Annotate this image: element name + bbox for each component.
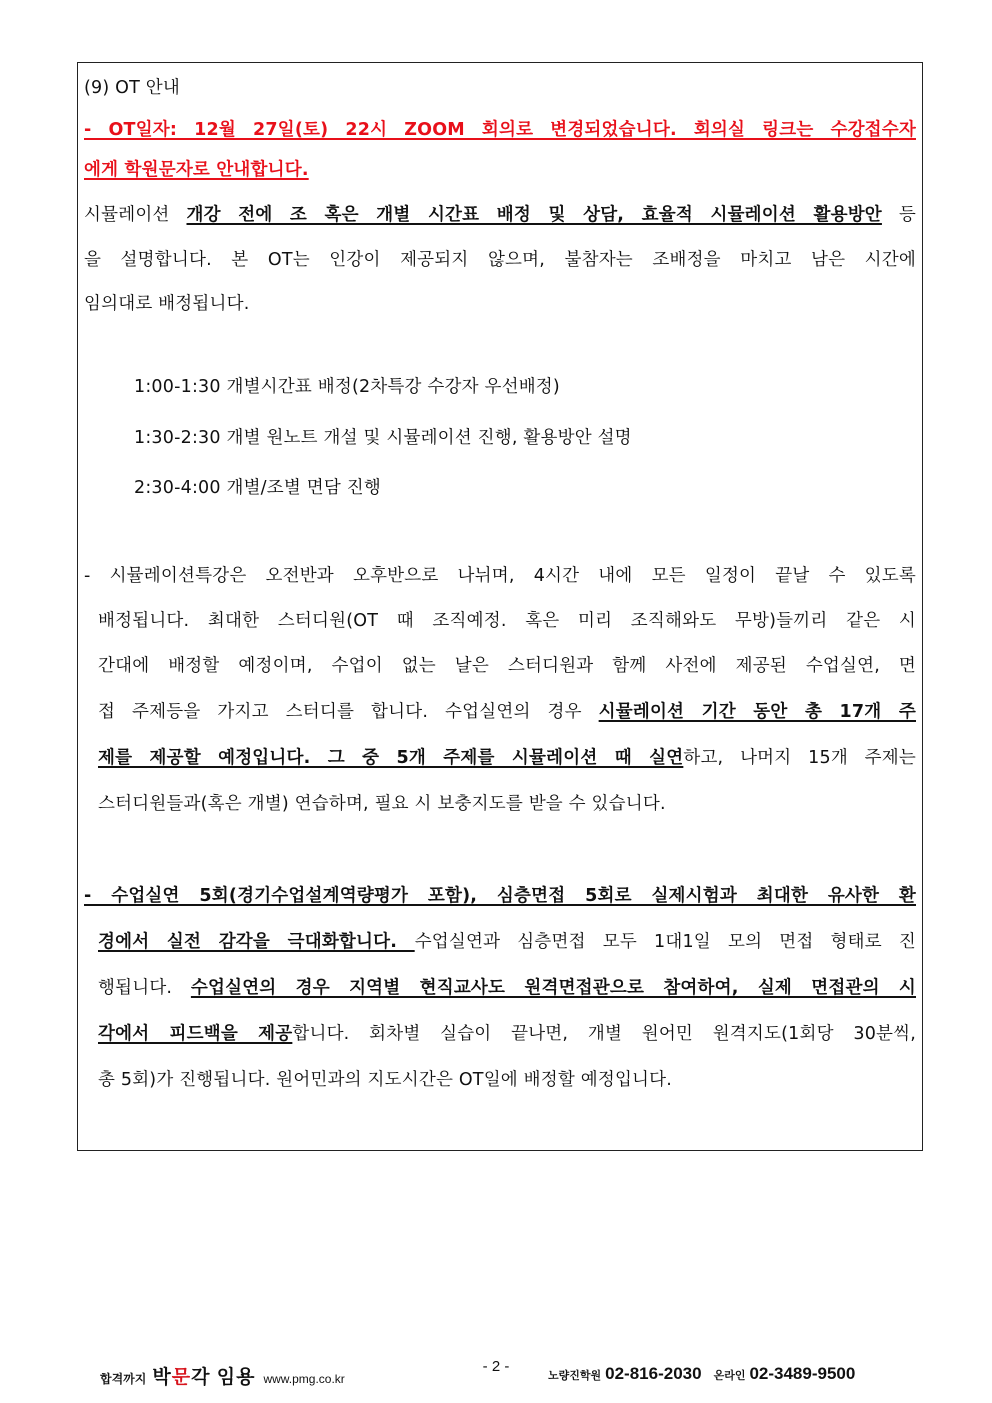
schedule-item: 1:00-1:30 개별시간표 배정(2차특강 수강자 우선배정)	[134, 377, 560, 397]
footer-brand	[100, 1362, 345, 1389]
para2-line-4	[98, 1022, 916, 1046]
contact-phone-online: 02-3489-9500	[749, 1364, 856, 1383]
notice-line-1: - OT일자: 12월 27일(토) 22시 ZOOM 회의로 변경되었습니다. 회의실 링크는 수강접수자	[84, 120, 916, 140]
para1-line-1: - 시뮬레이션특강은 오전반과 오후반으로 나뉘며, 4시간 내에 모든 일정이 끝날 수 있도록	[84, 566, 916, 586]
section-heading: (9) OT 안내	[84, 78, 180, 98]
intro-emphasis: 개강 전에 조 혹은 개별 시간표 배정 및 상담, 효율적 시뮬레이션 활용방안	[186, 205, 882, 225]
page-number: - 2 -	[482, 1358, 510, 1375]
para2-text: 합니다. 회차별 실습이 끝나면, 개별 원어민 원격지도(1회당 30분씩,	[292, 1024, 917, 1044]
para1-line-3: 간대에 배정할 예정이며, 수업이 없는 날은 스터디원과 함께 사전에 제공된 수업실연, 면	[98, 656, 916, 676]
para1-line-2: 배정됩니다. 최대한 스터디원(OT 때 조직예정. 혹은 미리 조직해와도 무방)들끼리 같은 시	[98, 611, 916, 631]
brand-rest: 각 임용	[191, 1367, 256, 1388]
para2-line-1: - 수업실연 5회(경기수업설계역량평가 포함), 심층면접 5회로 실제시험과 최대한 유사한 환	[84, 886, 916, 906]
schedule-item: 2:30-4:00 개별/조별 면담 진행	[134, 478, 381, 498]
para2-text: 행됩니다.	[98, 978, 191, 998]
para1-emphasis: 시뮬레이션 기간 동안 총 17개 주	[598, 702, 916, 722]
schedule-item: 1:30-2:30 개별 원노트 개설 및 시뮬레이션 진행, 활용방안 설명	[134, 428, 632, 448]
para1-line-6: 스터디원들과(혹은 개별) 연습하며, 필요 시 보충지도를 받을 수 있습니다.	[98, 794, 666, 814]
para2-emphasis: 수업실연의 경우 지역별 현직교사도 원격면접관으로 참여하여, 실제 면접관의 시	[190, 978, 916, 998]
para2-emphasis: 경에서 실전 감각을 극대화합니다.	[98, 932, 415, 952]
intro-line-1	[84, 203, 916, 227]
intro-text-end: 등	[881, 205, 916, 225]
intro-text: 시뮬레이션	[84, 205, 187, 225]
footer-url: www.pmg.co.kr	[263, 1372, 345, 1386]
para2-emphasis: 각에서 피드백을 제공	[98, 1024, 293, 1044]
contact-label-online: 온라인	[713, 1370, 746, 1382]
para1-emphasis: 제를 제공할 예정입니다. 그 중 5개 주제를 시뮬레이션 때 실연	[98, 748, 684, 768]
para2-line-3	[98, 976, 916, 1000]
intro-line-3: 임의대로 배정됩니다.	[84, 294, 250, 314]
footer-contacts	[548, 1364, 867, 1384]
para1-line-5	[98, 746, 916, 770]
footer-slogan: 합격까지	[100, 1372, 147, 1386]
brand-char-2: 문	[171, 1367, 192, 1388]
brand-logo	[152, 1362, 255, 1389]
notice-line-2: 에게 학원문자로 안내합니다.	[84, 160, 309, 180]
para2-line-5: 총 5회)가 진행됩니다. 원어민과의 지도시간은 OT일에 배정할 예정입니다.	[98, 1070, 673, 1090]
para1-text: 접 주제등을 가지고 스터디를 합니다. 수업실연의 경우	[98, 702, 599, 722]
intro-line-2: 을 설명합니다. 본 OT는 인강이 제공되지 않으며, 불참자는 조배정을 마치고 남은 시간에	[84, 250, 916, 270]
para1-text: 하고, 나머지 15개 주제는	[683, 748, 916, 768]
contact-phone-offline: 02-816-2030	[605, 1364, 702, 1383]
para2-line-2	[98, 930, 916, 954]
brand-char-1: 박	[152, 1367, 172, 1388]
para2-text: 수업실연과 심층면접 모두 1대1일 모의 면접 형태로 진	[414, 932, 916, 952]
para1-line-4	[98, 700, 916, 724]
contact-label-offline: 노량진학원	[548, 1370, 602, 1382]
